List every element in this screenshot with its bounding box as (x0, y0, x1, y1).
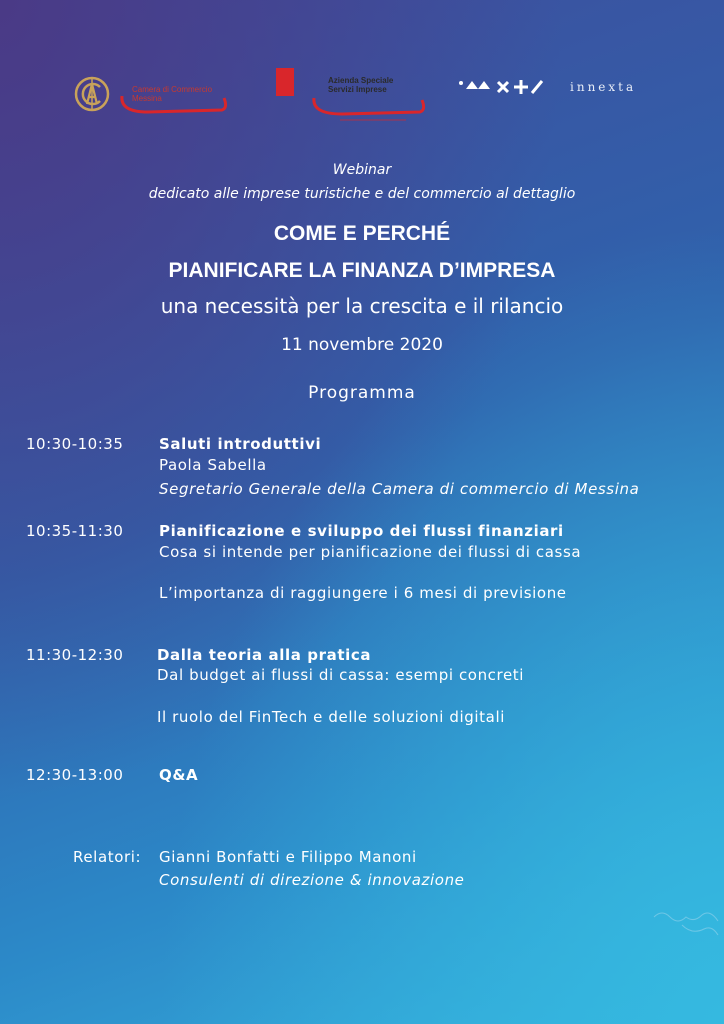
program-title: Saluti introduttivi (159, 435, 322, 453)
azienda-logo-line2: Servizi Imprese (328, 85, 387, 94)
webinar-kicker: Webinar (332, 162, 392, 178)
azienda-mark-icon (276, 68, 294, 96)
speakers-role: Consulenti di direzione & innovazione (159, 871, 465, 889)
speakers-names: Gianni Bonfatti e Filippo Manoni (159, 848, 417, 866)
page-title-line2: PIANIFICARE LA FINANZA D’IMPRESA (168, 259, 556, 282)
program-title: Dalla teoria alla pratica (157, 646, 372, 664)
program-line: Dal budget ai flussi di cassa: esempi concreti (157, 666, 525, 684)
program-line: Segretario Generale della Camera di commercio di Messina (159, 480, 640, 498)
program-time: 12:30-13:00 (26, 766, 124, 784)
program-title: Pianificazione e sviluppo dei flussi finanziari (159, 522, 564, 540)
signature-mark (652, 905, 722, 945)
speakers-label: Relatori: (73, 848, 142, 866)
program-title: Q&A (159, 766, 199, 784)
page-title-line1: COME E PERCHÉ (273, 222, 451, 245)
program-heading: Programma (308, 383, 416, 403)
innexta-wordmark: innexta (570, 80, 637, 94)
azienda-swoosh-icon (310, 94, 428, 122)
tagline: una necessità per la crescita e il rilancio (160, 294, 564, 318)
camera-logo-line1: Camera di Commercio (132, 85, 213, 94)
webinar-subtitle: dedicato alle imprese turistiche e del commercio al dettaglio (148, 186, 576, 202)
program-line: L’importanza di raggiungere i 6 mesi di previsione (159, 584, 567, 602)
logo-bar (0, 60, 724, 130)
camera-swoosh-icon (118, 90, 230, 118)
program-time: 10:35-11:30 (26, 522, 124, 540)
event-date: 11 novembre 2020 (281, 335, 443, 355)
innexta-mark-icon (458, 77, 558, 97)
program-line: Il ruolo del FinTech e delle soluzioni digitali (157, 708, 505, 726)
innexta-logo (458, 77, 636, 97)
program-time: 11:30-12:30 (26, 646, 124, 664)
camera-commercio-emblem-icon (72, 74, 112, 114)
program-line: Cosa si intende per pianificazione dei flussi di cassa (159, 543, 582, 561)
azienda-logo-line1: Azienda Speciale (328, 76, 394, 85)
camera-logo-line2: Messina (132, 94, 162, 103)
program-time: 10:30-10:35 (26, 435, 124, 453)
program-line: Paola Sabella (159, 456, 267, 474)
